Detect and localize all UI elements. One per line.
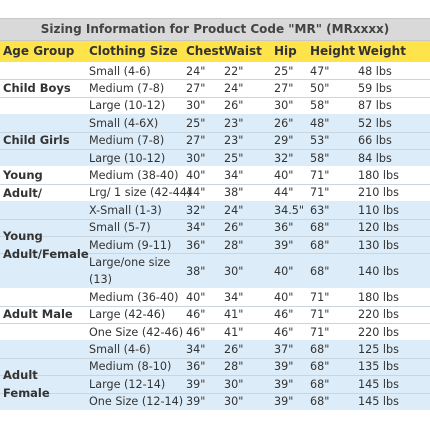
clothing-size-text: Medium (9-11) [89,238,172,252]
height-cell: 47" [310,64,330,78]
weight-cell: 220 lbs [358,325,399,339]
clothing-size-cell [89,341,151,358]
clothing-size-cell [89,376,165,393]
chest-cell: 39" [186,377,206,391]
waist-cell: 34" [224,168,244,182]
clothing-size-cell [89,254,170,288]
weight-cell: 130 lbs [358,238,399,252]
weight-cell: 59 lbs [358,81,392,95]
chest-cell: 40" [186,168,206,182]
waist-cell: 28" [224,238,244,252]
header-age-group: Age Group [3,44,75,58]
clothing-size-cell [89,306,165,323]
height-cell: 71" [310,186,330,200]
hip-cell: 26" [274,116,294,130]
weight-cell: 52 lbs [358,116,392,130]
hip-cell: 39" [274,360,294,374]
waist-cell: 22" [224,64,244,78]
hip-cell: 46" [274,308,294,322]
clothing-size-cell [89,202,162,219]
hip-cell: 44" [274,186,294,200]
chest-cell: 36" [186,238,206,252]
header-height: Height [310,44,356,58]
hip-cell: 25" [274,64,294,78]
clothing-size-cell [89,184,191,201]
height-cell: 58" [310,151,330,165]
clothing-size-cell [89,237,171,254]
clothing-size-cell [89,219,151,236]
clothing-size-cell [89,63,151,80]
clothing-size-text: Lrg/ 1 size (42-44) [89,186,192,200]
clothing-size-text: Large (10-12) [89,99,166,113]
clothing-size-text: Medium (8-10) [89,360,172,374]
chest-cell: 27" [186,81,206,95]
waist-cell: 38" [224,186,244,200]
hip-cell: 39" [274,395,294,409]
waist-cell: 41" [224,325,244,339]
waist-cell: 34" [224,290,244,304]
weight-cell: 140 lbs [358,264,399,278]
clothing-size-text: Small (4-6) [89,64,151,78]
height-cell: 68" [310,342,330,356]
height-cell: 68" [310,395,330,409]
hip-cell: 39" [274,238,294,252]
age-group-text: Adult/Female [3,246,89,261]
clothing-size-text: One Size (42-46) [89,325,184,339]
header-clothing-size: Clothing Size [89,44,178,58]
chest-cell: 44" [186,186,206,200]
hip-cell: 40" [274,264,294,278]
clothing-size-text: Large (10-12) [89,151,166,165]
clothing-size-cell [89,80,164,97]
weight-cell: 210 lbs [358,186,399,200]
clothing-size-cell [89,324,183,341]
waist-cell: 26" [224,221,244,235]
hip-cell: 46" [274,325,294,339]
waist-cell: 30" [224,264,244,278]
weight-cell: 220 lbs [358,308,399,322]
clothing-size-cell [89,358,171,375]
chest-cell: 40" [186,290,206,304]
hip-cell: 39" [274,377,294,391]
chest-cell: 25" [186,116,206,130]
weight-cell: 110 lbs [358,203,399,217]
height-cell: 71" [310,325,330,339]
clothing-size-text: Small (5-7) [89,221,151,235]
height-cell: 68" [310,264,330,278]
waist-cell: 25" [224,151,244,165]
hip-cell: 40" [274,290,294,304]
weight-cell: 145 lbs [358,377,399,391]
clothing-size-cell [89,97,165,114]
age-group-text: Young [3,228,43,243]
weight-cell: 48 lbs [358,64,392,78]
waist-cell: 24" [224,81,244,95]
clothing-size-text: Large (42-46) [89,308,166,322]
hip-cell: 30" [274,99,294,113]
height-cell: 68" [310,238,330,252]
waist-cell: 24" [224,203,244,217]
height-cell: 68" [310,221,330,235]
header-weight: Weight [358,44,406,58]
weight-cell: 145 lbs [358,395,399,409]
age-group-text: Young Adult/ [3,167,43,200]
age-group-text: Adult Male [3,307,73,322]
clothing-size-cell [89,115,158,132]
weight-cell: 180 lbs [358,290,399,304]
clothing-size-text: Medium (7-8) [89,81,165,95]
height-cell: 71" [310,290,330,304]
height-cell: 48" [310,116,330,130]
height-cell: 68" [310,360,330,374]
waist-cell: 26" [224,342,244,356]
header-row [0,41,430,62]
hip-cell: 40" [274,168,294,182]
waist-cell: 26" [224,99,244,113]
height-cell: 71" [310,168,330,182]
height-cell: 58" [310,99,330,113]
clothing-size-text: Large (12-14) [89,377,166,391]
clothing-size-cell [89,289,179,306]
chest-cell: 46" [186,308,206,322]
waist-cell: 23" [224,116,244,130]
clothing-size-text: Medium (38-40) [89,168,179,182]
weight-cell: 66 lbs [358,134,392,148]
age-group-label [3,366,85,402]
chest-cell: 34" [186,221,206,235]
weight-cell: 135 lbs [358,360,399,374]
clothing-size-text: Small (4-6) [89,342,151,356]
header-hip: Hip [274,44,297,58]
clothing-size-text: (13) [89,272,112,286]
hip-cell: 27" [274,81,294,95]
height-cell: 63" [310,203,330,217]
waist-cell: 30" [224,377,244,391]
chest-cell: 36" [186,360,206,374]
header-chest: Chest [186,44,225,58]
age-group-label [3,227,89,263]
chest-cell: 30" [186,99,206,113]
hip-cell: 36" [274,221,294,235]
clothing-size-cell [89,393,183,410]
chest-cell: 46" [186,325,206,339]
clothing-size-text: Medium (36-40) [89,290,179,304]
clothing-size-text: Large/one size [89,255,171,269]
age-group-text: Adult Female [3,368,50,401]
waist-cell: 28" [224,360,244,374]
weight-cell: 120 lbs [358,221,399,235]
hip-cell: 32" [274,151,294,165]
age-group-label [3,305,85,323]
header-waist: Waist [224,44,262,58]
hip-cell: 34.5" [274,203,305,217]
weight-cell: 84 lbs [358,151,392,165]
table-title: Sizing Information for Product Code "MR" (MRxxxx) [0,18,430,41]
weight-cell: 180 lbs [358,168,399,182]
chest-cell: 34" [186,342,206,356]
clothing-size-cell [89,167,179,184]
height-cell: 71" [310,308,330,322]
height-cell: 50" [310,81,330,95]
chest-cell: 32" [186,203,206,217]
chest-cell: 39" [186,395,206,409]
clothing-size-text: X-Small (1-3) [89,203,162,217]
waist-cell: 30" [224,395,244,409]
clothing-size-text: Medium (7-8) [89,134,165,148]
hip-cell: 37" [274,342,294,356]
waist-cell: 23" [224,134,244,148]
age-group-text: Child Girls [3,133,70,148]
clothing-size-text: Small (4-6X) [89,116,159,130]
height-cell: 68" [310,377,330,391]
chest-cell: 30" [186,151,206,165]
weight-cell: 87 lbs [358,99,392,113]
height-cell: 53" [310,134,330,148]
weight-cell: 125 lbs [358,342,399,356]
clothing-size-cell [89,150,165,167]
chest-cell: 24" [186,64,206,78]
age-group-label [3,79,85,97]
clothing-size-text: One Size (12-14) [89,395,184,409]
hip-cell: 29" [274,134,294,148]
chest-cell: 38" [186,264,206,278]
clothing-size-cell [89,132,164,149]
age-group-label [3,131,85,149]
age-group-text: Child Boys [3,81,71,96]
waist-cell: 41" [224,308,244,322]
chest-cell: 27" [186,134,206,148]
